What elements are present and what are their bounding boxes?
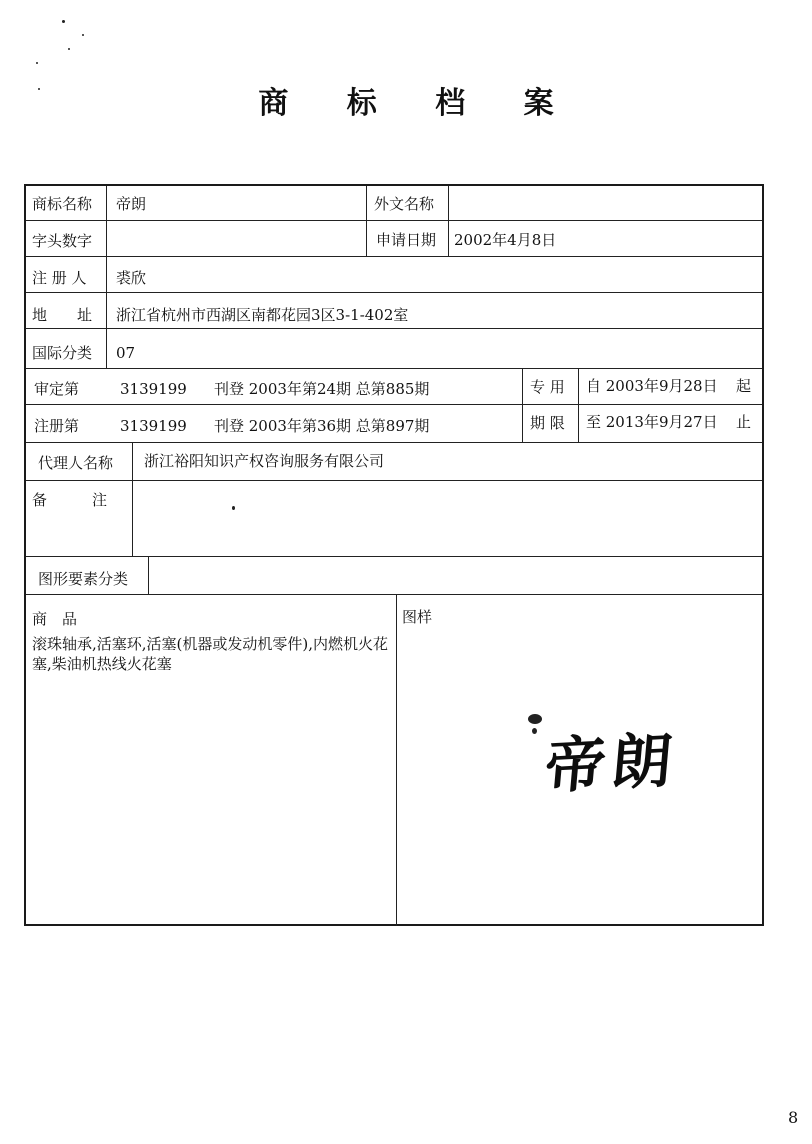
column-divider (578, 368, 579, 442)
foreign-name-label: 外文名称 (374, 195, 435, 213)
row-divider (26, 328, 762, 329)
column-divider (132, 442, 133, 556)
application-date-value: 2002年4月8日 (454, 231, 557, 249)
column-divider (522, 368, 523, 442)
column-divider (106, 186, 107, 368)
row-divider (26, 220, 762, 221)
intl-class-label: 国际分类 (32, 344, 93, 362)
term-label: 期 限 (530, 414, 565, 432)
registration-publication: 刊登 2003年第36期 总第897期 (214, 417, 430, 435)
document-title: 商 标 档 案 (258, 86, 578, 121)
mark-ornament (532, 728, 537, 734)
scan-speck (38, 88, 40, 90)
mark-ornament (528, 714, 542, 724)
term-end-value: 至 2013年9月27日 (586, 413, 718, 431)
agent-value: 浙江裕阳知识产权咨询服务有限公司 (144, 452, 385, 470)
row-divider (26, 256, 762, 257)
registration-number: 3139199 (120, 417, 187, 435)
examination-number: 3139199 (120, 380, 187, 398)
row-divider (26, 556, 762, 557)
column-divider (396, 594, 397, 926)
term-start-value: 自 2003年9月28日 (586, 377, 718, 395)
figure-class-label: 图形要素分类 (38, 570, 129, 588)
examination-label: 审定第 (34, 380, 80, 398)
column-divider (448, 186, 449, 256)
term-end-suffix: 止 (736, 413, 752, 431)
column-divider (148, 556, 149, 594)
examination-publication: 刊登 2003年第24期 总第885期 (214, 380, 430, 398)
trademark-record-form (24, 184, 764, 926)
scan-speck (82, 34, 84, 36)
column-divider (366, 186, 367, 256)
row-divider (26, 594, 762, 595)
goods-list: 滚珠轴承,活塞环,活塞(机器或发动机零件),内燃机火花塞,柴油机热线火花塞 (32, 635, 389, 673)
letter-digit-label: 字头数字 (32, 232, 93, 250)
row-divider (26, 292, 762, 293)
exclusive-label: 专 用 (530, 378, 565, 396)
sample-label: 图样 (402, 608, 433, 626)
agent-label: 代理人名称 (38, 454, 114, 472)
intl-class-value: 07 (116, 344, 136, 362)
remarks-label: 备 注 (32, 491, 108, 509)
goods-label: 商 品 (32, 610, 78, 628)
row-divider (26, 442, 762, 443)
scan-speck (62, 20, 65, 23)
row-divider (26, 480, 762, 481)
scan-speck (36, 62, 38, 64)
registrant-value: 裘欣 (116, 269, 147, 287)
application-date-label: 申请日期 (376, 231, 437, 249)
scan-speck (68, 48, 70, 50)
registration-label: 注册第 (34, 417, 80, 435)
row-divider (26, 404, 762, 405)
address-label: 地 址 (32, 306, 93, 324)
page-number: 8 (788, 1108, 799, 1127)
row-divider (26, 368, 762, 369)
ink-speck (232, 506, 235, 510)
term-start-suffix: 起 (736, 377, 752, 395)
address-value: 浙江省杭州市西湖区南都花园3区3-1-402室 (116, 306, 409, 324)
trademark-name-value: 帝朗 (116, 195, 147, 213)
registrant-label: 注 册 人 (32, 269, 87, 287)
trademark-name-label: 商标名称 (32, 195, 93, 213)
trademark-sample-mark: 帝朗 (542, 725, 682, 803)
